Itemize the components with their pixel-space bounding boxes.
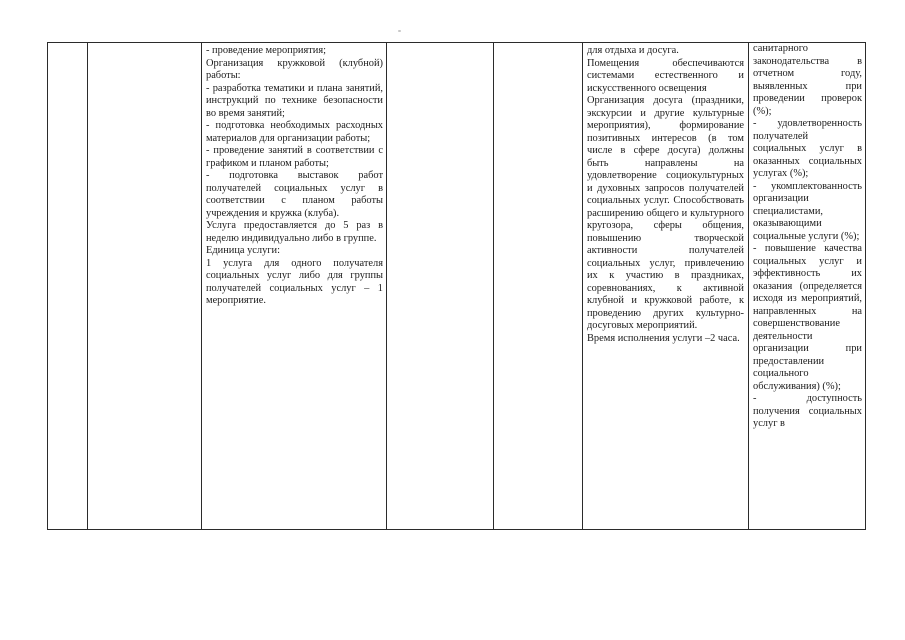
paragraph: санитарного законодательства в отчетном году, выявленных при проведении проверок (%);: [753, 43, 862, 117]
cell-number: [48, 43, 88, 530]
table-row: [48, 43, 866, 530]
paragraph: - подготовка выставок работ получателей социальных услуг в соответствии с планом работы учреждения и кружка (клуба).: [206, 170, 383, 219]
paragraph: - повышение качества социальных услуг и эффективность их оказания (определяется исходя из мероприятий, направленных на совершенствование деятельности организации при предоставлении социального обслуживания) (%);: [753, 243, 862, 392]
paragraph: для отдыха и досуга.: [587, 45, 679, 56]
paragraph: - разработка тематики и плана занятий, инструкций по технике безопасности во время занятий;: [206, 82, 383, 119]
paragraph: Услуга предоставляется до 5 раз в неделю индивидуально либо в группе.: [206, 220, 383, 244]
paragraph: 1 услуга для одного получателя социальных услуг либо для группы получателей социальных услуг – 1 мероприятие.: [206, 257, 383, 306]
paragraph: Единица услуги:: [206, 245, 280, 256]
paragraph: - проведение мероприятия;: [206, 45, 326, 56]
cell-rate: [494, 43, 583, 530]
scan-artifact: [398, 30, 401, 32]
services-table: [47, 42, 866, 530]
cell-quality-indicators: [749, 43, 866, 530]
paragraph: - доступность получения социальных услуг в: [753, 393, 862, 429]
paragraph: Организация досуга (праздники, экскурсии и другие культурные мероприятия), формирование позитивных интересов (в том числе в сфере досуга) должны быть направлены на удовлетворение социокультурных и духовных запросов получателей социальных услуг. Способствовать расширению общего и культурного кругозора, сферы общения, повышению творческой активности получателей социальных услуг, привлечению их к участию в праздниках, соревнованиях, к активной клубной и кружковой работе, к проведению других культурно-досуговых мероприятий.: [587, 95, 744, 331]
paragraph: Организация кружковой (клубной) работы:: [206, 57, 383, 81]
cell-conditions: [583, 43, 749, 530]
cell-service-description: [202, 43, 387, 530]
paragraph: - подготовка необходимых расходных материалов для организации работы;: [206, 120, 383, 144]
paragraph: Время исполнения услуги –2 часа.: [587, 332, 740, 344]
paragraph: - удовлетворенность получателей социальных услуг в оказанных социальных услугах (%);: [753, 118, 862, 179]
paragraph: - проведение занятий в соответствии с графиком и планом работы;: [206, 145, 383, 169]
cell-service-name: [88, 43, 202, 530]
paragraph: - укомплектованность организации специалистами, оказывающими социальные услуги (%);: [753, 180, 862, 242]
cell-timing: [387, 43, 494, 530]
paragraph: Помещения обеспечиваются системами естественного и искусственного освещения: [587, 57, 744, 94]
